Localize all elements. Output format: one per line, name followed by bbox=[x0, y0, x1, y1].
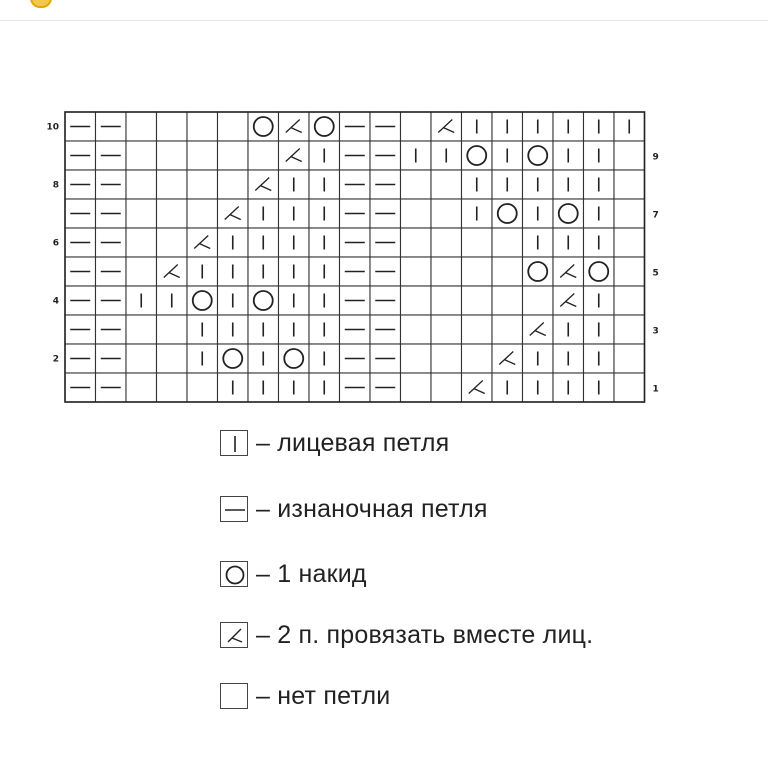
chart-cell bbox=[401, 199, 432, 228]
legend-item-purl bbox=[220, 491, 740, 527]
chart-cell bbox=[401, 112, 432, 141]
chart-cell bbox=[157, 141, 188, 170]
chart-cell bbox=[614, 199, 645, 228]
chart-cell bbox=[248, 170, 279, 199]
legend-label-no-stitch: – нет петли bbox=[256, 681, 391, 710]
legend-label-purl: – изнаночная петля bbox=[256, 494, 488, 523]
row-number-right: 9 bbox=[652, 152, 659, 163]
chart-cell bbox=[431, 257, 462, 286]
chart-cell bbox=[401, 170, 432, 199]
chart-cell bbox=[492, 344, 523, 373]
chart-cell bbox=[431, 373, 462, 402]
chart-cell bbox=[401, 286, 432, 315]
chart-cell bbox=[218, 112, 249, 141]
row-number-left: 2 bbox=[52, 354, 59, 365]
chart-cell bbox=[462, 315, 493, 344]
chart-cell bbox=[553, 257, 584, 286]
chart-cell bbox=[157, 257, 188, 286]
chart-cell bbox=[218, 170, 249, 199]
chart-cell bbox=[157, 315, 188, 344]
chart-cell bbox=[157, 170, 188, 199]
row-number-left: 6 bbox=[52, 238, 59, 249]
row-number-right: 1 bbox=[652, 384, 659, 395]
knit-symbol-icon bbox=[220, 430, 248, 456]
chart-cell bbox=[523, 286, 554, 315]
chart-cell bbox=[431, 228, 462, 257]
legend-item-knit bbox=[220, 425, 740, 461]
chart-cell bbox=[523, 315, 554, 344]
chart-cell bbox=[492, 315, 523, 344]
chart-cell bbox=[614, 257, 645, 286]
chart-cell bbox=[462, 257, 493, 286]
chart-cell bbox=[431, 112, 462, 141]
yarn-over-symbol-icon bbox=[220, 561, 248, 587]
chart-cell bbox=[187, 112, 218, 141]
chart-cell bbox=[126, 170, 157, 199]
chart-cell bbox=[614, 286, 645, 315]
chart-cell bbox=[614, 315, 645, 344]
row-number-right: 3 bbox=[652, 326, 659, 337]
chart-cell bbox=[126, 344, 157, 373]
k2tog-symbol-icon bbox=[220, 622, 248, 648]
legend-label-yarn-over: – 1 накид bbox=[256, 559, 367, 588]
chart-cell bbox=[431, 344, 462, 373]
chart-cell bbox=[279, 141, 310, 170]
chart-cell bbox=[126, 141, 157, 170]
chart-cell bbox=[218, 141, 249, 170]
chart-cell bbox=[462, 344, 493, 373]
chart-cell bbox=[157, 373, 188, 402]
chart-cell bbox=[614, 228, 645, 257]
row-number-left: 8 bbox=[52, 180, 59, 191]
chart-cell bbox=[462, 373, 493, 402]
chart-cell bbox=[187, 141, 218, 170]
chart-cell bbox=[553, 286, 584, 315]
row-number-right: 5 bbox=[652, 268, 659, 279]
chart-cell bbox=[462, 286, 493, 315]
chart-cell bbox=[401, 257, 432, 286]
legend-label-knit: – лицевая петля bbox=[256, 428, 450, 457]
chart-cell bbox=[401, 315, 432, 344]
chart-cell bbox=[157, 344, 188, 373]
chart-cell bbox=[187, 228, 218, 257]
legend-label-k2tog: – 2 п. провязать вместе лиц. bbox=[256, 620, 594, 649]
chart-cell bbox=[431, 286, 462, 315]
row-number-left: 10 bbox=[46, 122, 59, 133]
chart-cell bbox=[126, 257, 157, 286]
chart-cell bbox=[492, 286, 523, 315]
chart-cell bbox=[431, 170, 462, 199]
chart-cell bbox=[492, 257, 523, 286]
chart-cell bbox=[431, 199, 462, 228]
legend-item-no-stitch bbox=[220, 678, 740, 714]
chart-cell bbox=[126, 373, 157, 402]
legend-item-yarn-over bbox=[220, 556, 740, 592]
chart-cell bbox=[614, 344, 645, 373]
no-stitch-symbol-icon bbox=[220, 683, 248, 709]
legend-item-k2tog bbox=[220, 617, 740, 653]
chart-cell bbox=[126, 228, 157, 257]
chart-cell bbox=[157, 228, 188, 257]
chart-cell bbox=[614, 170, 645, 199]
chart-cell bbox=[187, 170, 218, 199]
chart-cell bbox=[614, 141, 645, 170]
chart-cell bbox=[279, 112, 310, 141]
chart-cell bbox=[126, 199, 157, 228]
chart-cell bbox=[431, 315, 462, 344]
chart-cell bbox=[126, 112, 157, 141]
purl-symbol-icon bbox=[220, 496, 248, 522]
row-number-right: 7 bbox=[652, 210, 659, 221]
chart-cell bbox=[401, 344, 432, 373]
chart-cell bbox=[401, 228, 432, 257]
chart-cell bbox=[157, 112, 188, 141]
chart-cell bbox=[187, 199, 218, 228]
row-number-left: 4 bbox=[52, 296, 59, 307]
chart-cell bbox=[157, 199, 188, 228]
chart-cell bbox=[187, 373, 218, 402]
chart-cell bbox=[126, 315, 157, 344]
chart-cell bbox=[218, 199, 249, 228]
chart-cell bbox=[492, 228, 523, 257]
chart-cell bbox=[462, 228, 493, 257]
chart-cell bbox=[248, 141, 279, 170]
chart-cell bbox=[614, 373, 645, 402]
chart-cell bbox=[401, 373, 432, 402]
